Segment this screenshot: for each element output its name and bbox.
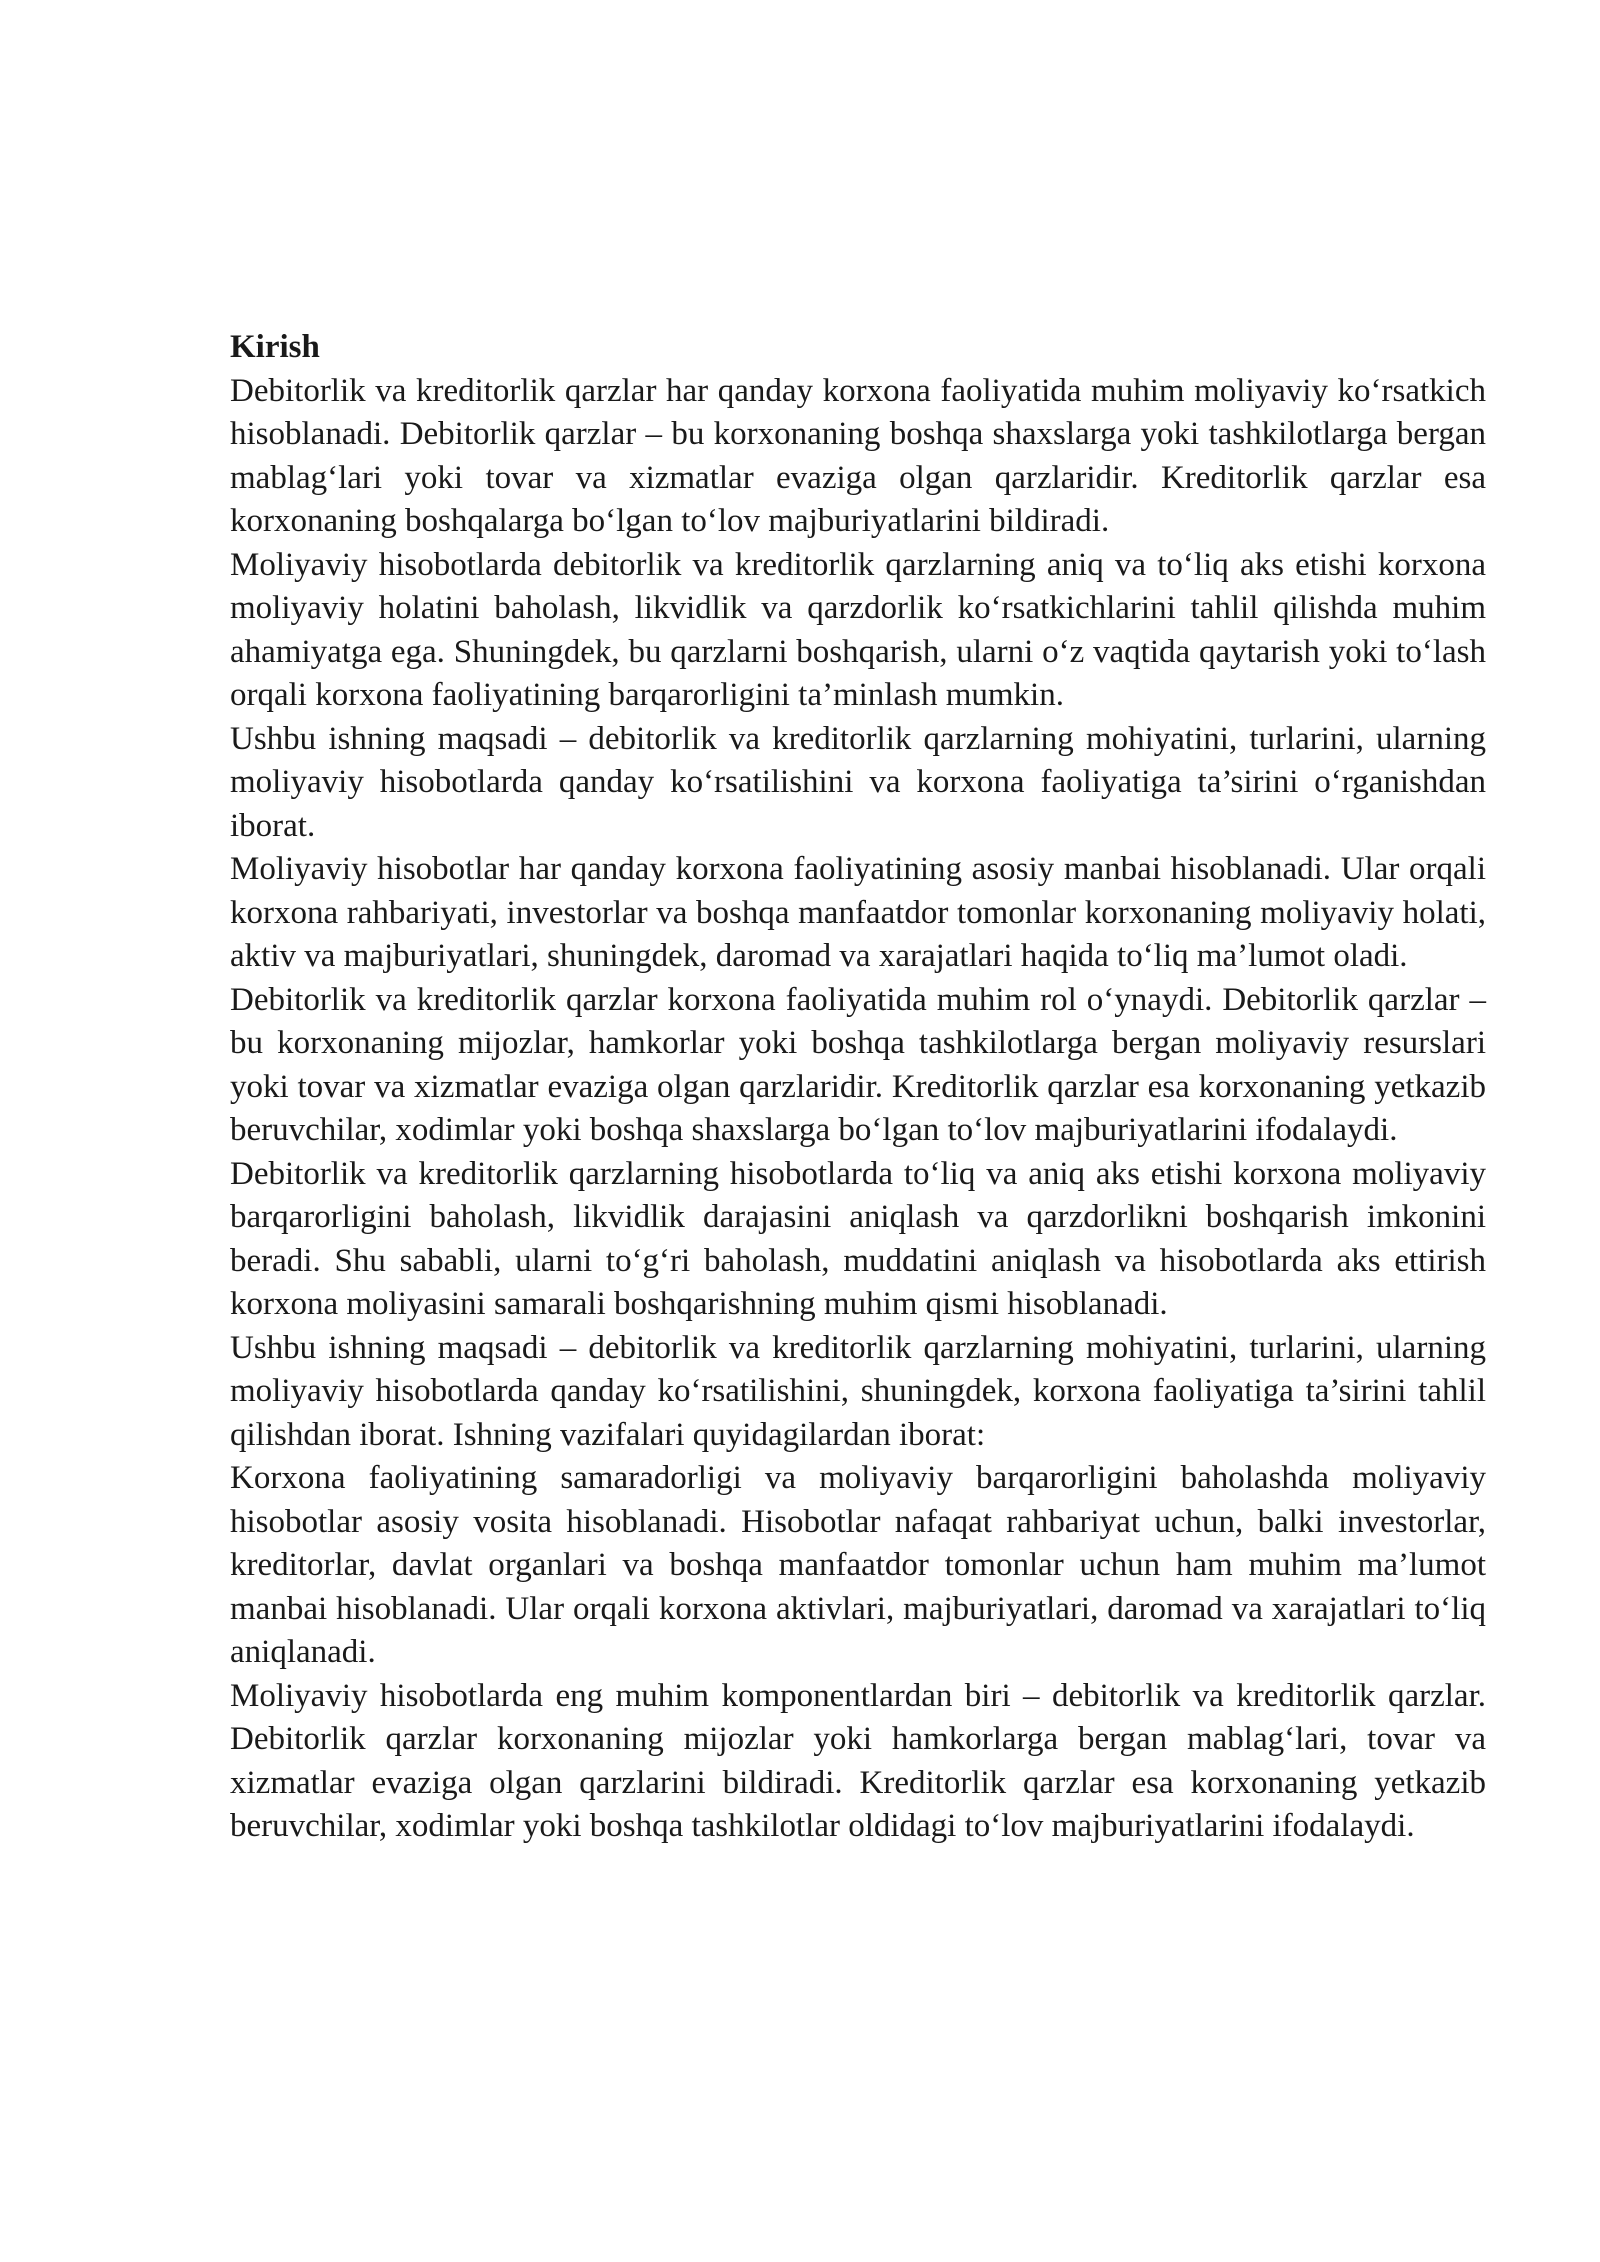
paragraph-5: Debitorlik va kreditorlik qarzlar korxona faoliyatida muhim rol o‘ynaydi. Debitorlik qarzlar – bu korxonaning mijozlar, hamkorlar yoki boshqa tashkilotlarga bergan moliyaviy resurslari yoki tovar va xizmatlar evaziga olgan qarzlaridir. Kreditorlik qarzlar esa korxonaning yetkazib beruvchilar, xodimlar yoki boshqa shaxslarga bo‘lgan to‘lov majburiyatlarini ifodalaydi.	[230, 981, 1486, 1148]
paragraph-9: Moliyaviy hisobotlarda eng muhim komponentlardan biri – debitorlik va kreditorlik qarzlar. Debitorlik qarzlar korxonaning mijozlar yoki hamkorlarga bergan mablag‘lari, tovar va xizmatlar evaziga olgan qarzlarini bildiradi. Kreditorlik qarzlar esa korxonaning yetkazib beruvchilar, xodimlar yoki boshqa tashkilotlar oldidagi to‘lov majburiyatlarini ifodalaydi.	[230, 1677, 1486, 1844]
document-body	[230, 326, 1486, 1849]
section-heading: Kirish	[230, 329, 320, 365]
paragraph-8: Korxona faoliyatining samaradorligi va moliyaviy barqarorligini baholashda moliyaviy hisobotlar asosiy vosita hisoblanadi. Hisobotlar nafaqat rahbariyat uchun, balki investorlar, kreditorlar, davlat organlari va boshqa manfaatdor tomonlar uchun ham muhim ma’lumot manbai hisoblanadi. Ular orqali korxona aktivlari, majburiyatlari, daromad va xarajatlari to‘liq aniqlanadi.	[230, 1460, 1486, 1670]
paragraph-7: Ushbu ishning maqsadi – debitorlik va kreditorlik qarzlarning mohiyatini, turlarini, ularning moliyaviy hisobotlarda qanday ko‘rsatilishini, shuningdek, korxona faoliyatiga ta’sirini tahlil qilishdan iborat. Ishning vazifalari quyidagilardan iborat:	[230, 1329, 1486, 1453]
paragraph-2: Moliyaviy hisobotlarda debitorlik va kreditorlik qarzlarning aniq va to‘liq aks etishi korxona moliyaviy holatini baholash, likvidlik va qarzdorlik ko‘rsatkichlarini tahlil qilishda muhim ahamiyatga ega. Shuningdek, bu qarzlarni boshqarish, ularni o‘z vaqtida qaytarish yoki to‘lash orqali korxona faoliyatining barqarorligini ta’minlash mumkin.	[230, 546, 1486, 713]
paragraph-6: Debitorlik va kreditorlik qarzlarning hisobotlarda to‘liq va aniq aks etishi korxona moliyaviy barqarorligini baholash, likvidlik darajasini aniqlash va qarzdorlikni boshqarish imkonini beradi. Shu sababli, ularni to‘g‘ri baholash, muddatini aniqlash va hisobotlarda aks ettirish korxona moliyasini samarali boshqarishning muhim qismi hisoblanadi.	[230, 1155, 1486, 1322]
paragraph-3: Ushbu ishning maqsadi – debitorlik va kreditorlik qarzlarning mohiyatini, turlarini, ularning moliyaviy hisobotlarda qanday ko‘rsatilishini va korxona faoliyatiga ta’sirini o‘rganishdan iborat.	[230, 720, 1486, 844]
paragraph-4: Moliyaviy hisobotlar har qanday korxona faoliyatining asosiy manbai hisoblanadi. Ular orqali korxona rahbariyati, investorlar va boshqa manfaatdor tomonlar korxonaning moliyaviy holati, aktiv va majburiyatlari, shuningdek, daromad va xarajatlari haqida to‘liq ma’lumot oladi.	[230, 851, 1486, 974]
paragraph-1: Debitorlik va kreditorlik qarzlar har qanday korxona faoliyatida muhim moliyaviy ko‘rsatkich hisoblanadi. Debitorlik qarzlar – bu korxonaning boshqa shaxslarga yoki tashkilotlarga bergan mablag‘lari yoki tovar va xizmatlar evaziga olgan qarzlaridir. Kreditorlik qarzlar esa korxonaning boshqalarga bo‘lgan to‘lov majburiyatlarini bildiradi.	[230, 372, 1486, 539]
